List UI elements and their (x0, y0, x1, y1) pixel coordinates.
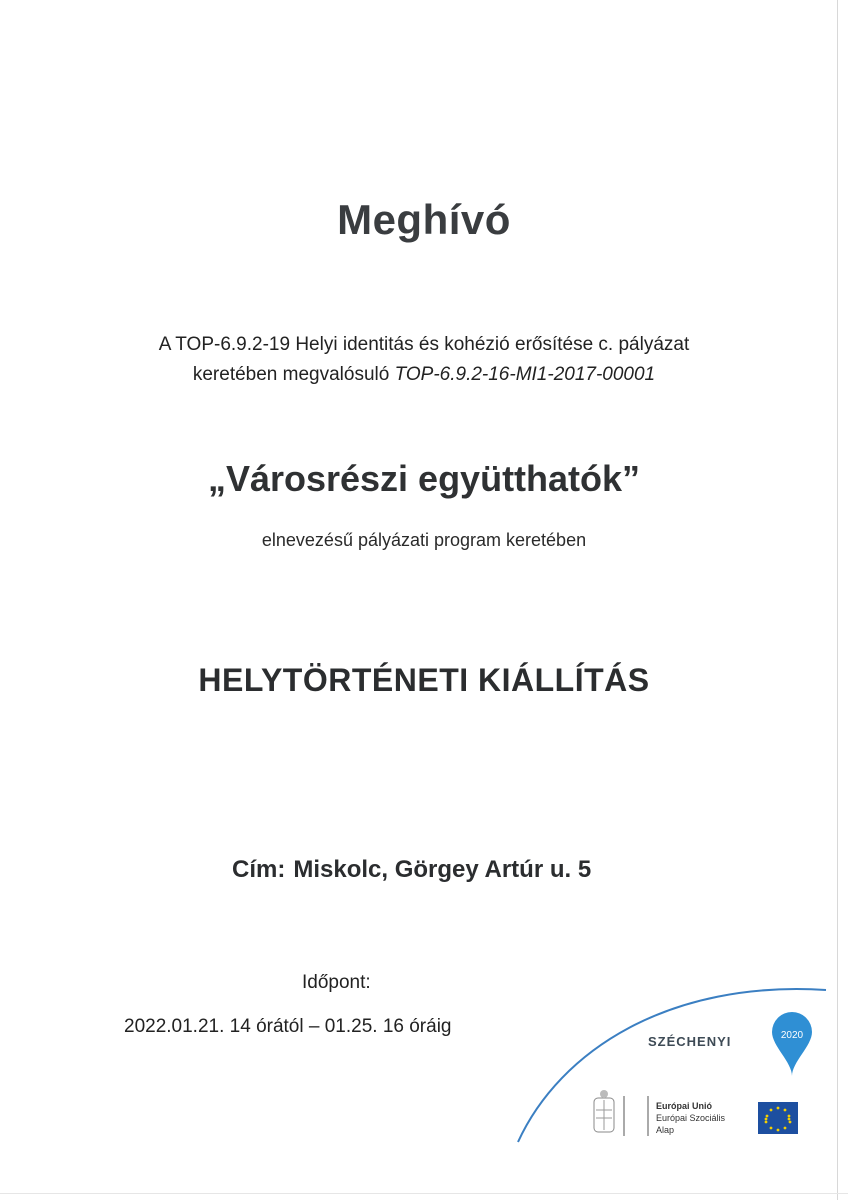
program-name: „Városrészi együtthatók” (207, 458, 641, 499)
intro-line-2-prefix: keretében megvalósuló (192, 364, 395, 385)
exhibition-title: HELYTÖRTÉNETI KIÁLLÍTÁS (198, 662, 650, 698)
time-label: Időpont: (302, 972, 371, 993)
address-value: Miskolc, Görgey Artúr u. 5 (293, 856, 592, 883)
intro-line-2 (0, 360, 848, 390)
eu-line-1: Európai Unió (656, 1101, 712, 1111)
eu-flag-icon (758, 1102, 798, 1134)
intro-text (0, 330, 848, 390)
hungarian-coat-of-arms-icon (594, 1090, 614, 1132)
time-value: 2022.01.21. 14 órától – 01.25. 16 óráig (124, 1016, 452, 1037)
invitation-title: Meghívó (337, 196, 511, 243)
address-line (232, 856, 591, 884)
program-subtitle: elnevezésű pályázati program keretében (261, 530, 587, 550)
location-pin-icon (772, 1012, 812, 1076)
intro-line-1: A TOP-6.9.2-19 Helyi identitás és kohézió erősítése c. pályázat (158, 334, 690, 355)
eu-fund-text (656, 1100, 725, 1136)
eu-line-3: Alap (656, 1125, 675, 1135)
page-edge-bottom (0, 1193, 848, 1194)
szechenyi-year: 2020 (780, 1030, 804, 1041)
address-label: Cím: (232, 856, 286, 883)
page-edge-right (837, 0, 838, 1200)
szechenyi-label: SZÉCHENYI (648, 1034, 732, 1049)
eu-line-2: Európai Szociális (656, 1113, 726, 1123)
project-code: TOP-6.9.2-16-MI1-2017-00001 (394, 364, 656, 385)
